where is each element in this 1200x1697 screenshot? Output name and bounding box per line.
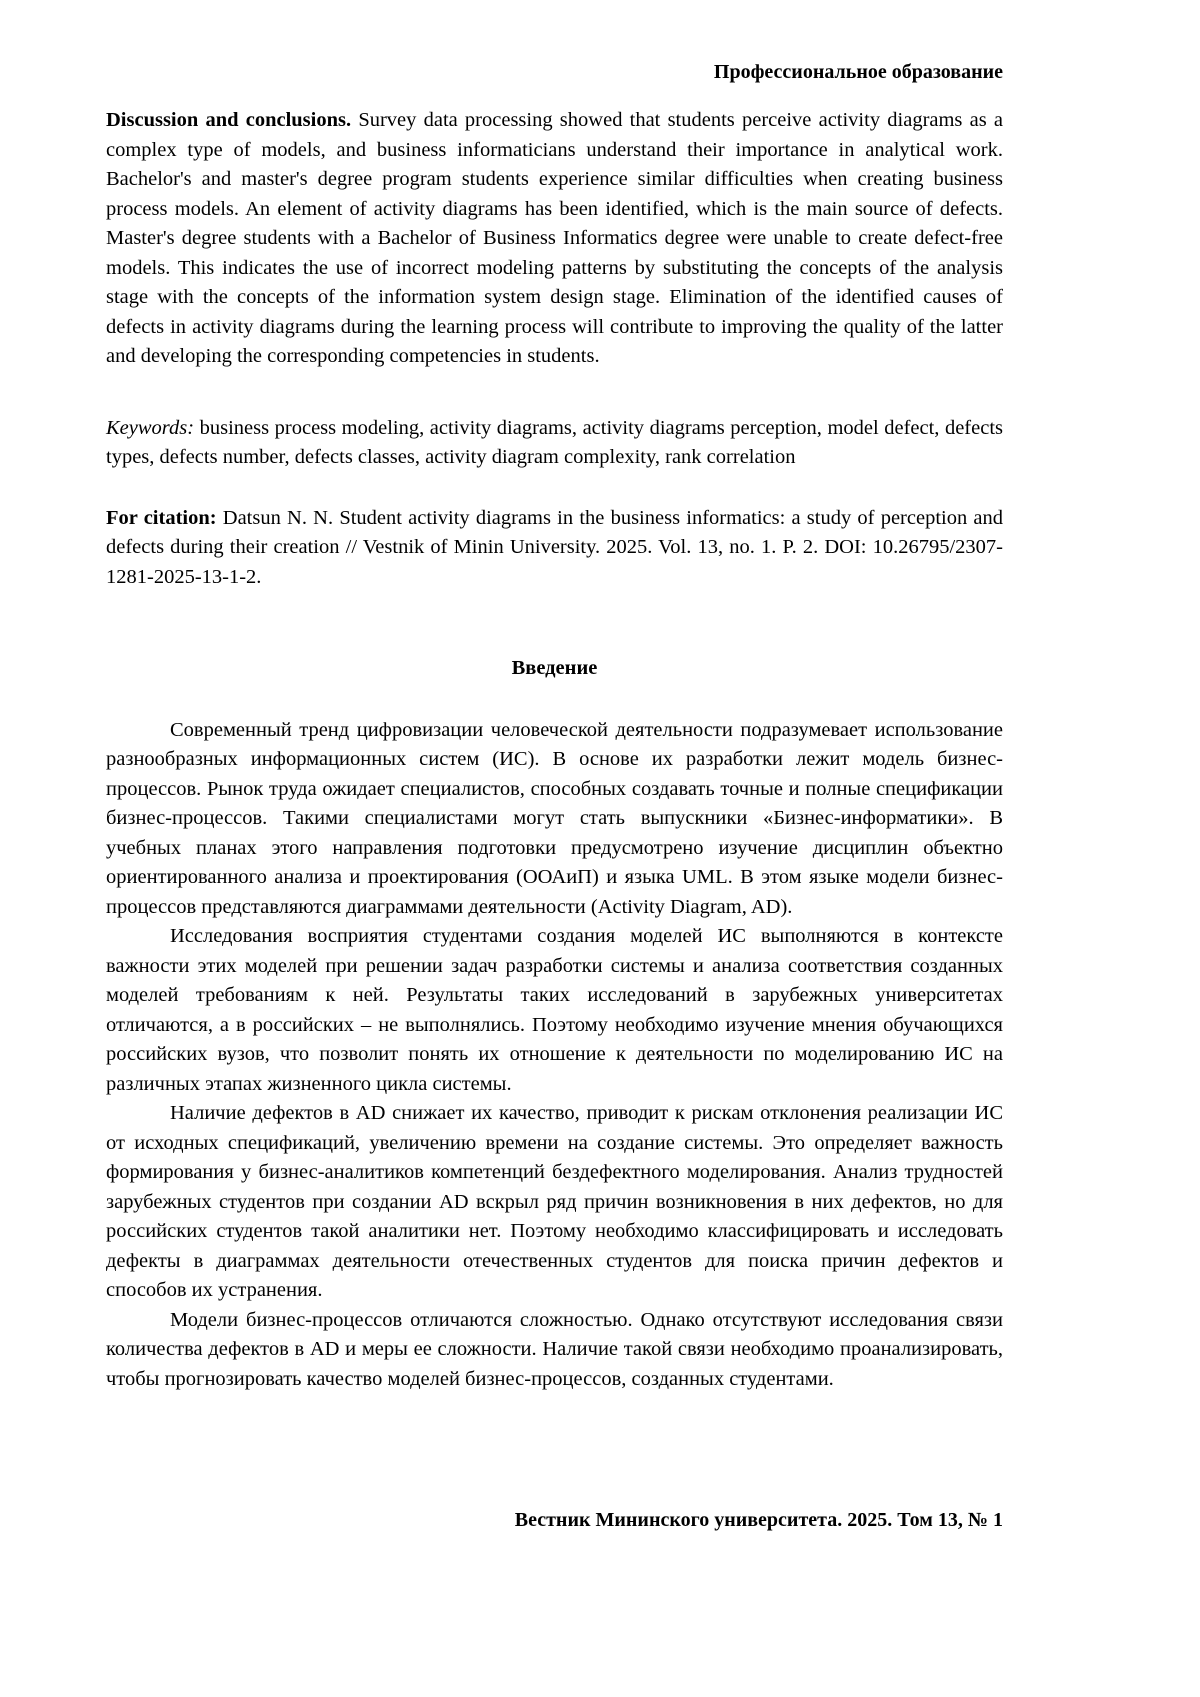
introduction-heading: Введение (511, 657, 598, 679)
introduction-paragraph: Исследования восприятия студентами создания моделей ИС выполняются в контексте важности этих моделей при решении задач разработки системы и анализа соответствия созданных моделей требованиям к ней. Результаты таких исследований в зарубежных университетах отличаются, а в российских – не выполнялись. Поэтому необходимо изучение мнения обучающихся российских вузов, что позволит понять их отношение к деятельности по моделированию ИС на различных этапах жизненного цикла системы. (106, 925, 1003, 1095)
journal-section-label: Профессиональное образование (713, 61, 1003, 83)
discussion-paragraph (106, 106, 1003, 372)
keywords-paragraph (106, 414, 1003, 473)
page-footer (106, 1508, 1003, 1532)
introduction-paragraph: Наличие дефектов в AD снижает их качество, приводит к рискам отклонения реализации ИС от исходных спецификаций, увеличению времени на создание системы. Это определяет важность формирования у бизнес-аналитиков компетенций бездефектного моделирования. Анализ трудностей зарубежных студентов при создании AD вскрыл ряд причин возникновения в них дефектов, но для российских студентов такой аналитики нет. Поэтому необходимо классифицировать и исследовать дефекты в диаграммах деятельности отечественных студентов для поиска причин дефектов и способов их устранения. (106, 1102, 1003, 1301)
keywords-text: business process modeling, activity diagrams, activity diagrams perception, model defect, defects types, defects number, defects classes, activity diagram complexity, rank correlation (106, 416, 1004, 468)
discussion-lead: Discussion and conclusions. (106, 109, 352, 131)
citation-paragraph (106, 504, 1003, 593)
introduction-paragraph: Современный тренд цифровизации человеческой деятельности подразумевает использование разнообразных информационных систем (ИС). В основе их разработки лежит модель бизнес-процессов. Рынок труда ожидает специалистов, способных создавать точные и полные спецификации бизнес-процессов. Такими специалистами могут стать выпускники «Бизнес-информатики». В учебных планах этого направления подготовки предусмотрено изучение дисциплин объектно ориентированного анализа и проектирования (ООАиП) и языка UML. В этом языке модели бизнес-процессов представляются диаграммами деятельности (Activity Diagram, AD). (106, 718, 1003, 918)
introduction-paragraph: Модели бизнес-процессов отличаются сложностью. Однако отсутствуют исследования связи количества дефектов в AD и меры ее сложности. Наличие такой связи необходимо проанализировать, чтобы прогнозировать качество моделей бизнес-процессов, созданных студентами. (106, 1308, 1003, 1390)
keywords-lead: Keywords: (106, 416, 195, 439)
journal-footer-label: Вестник Мининского университета. 2025. Том 13, № 1 (514, 1509, 1003, 1531)
citation-lead: For citation: (106, 506, 217, 529)
discussion-text: Survey data processing showed that students perceive activity diagrams as a complex type of models, and business informaticians understand their importance in analytical work. Bachelor's and master's degree program students experience similar difficulties when creating business process models. An element of activity diagrams has been identified, which is the main source of defects. Master's degree students with a Bachelor of Business Informatics degree were unable to create defect-free models. This indicates the use of incorrect modeling patterns by substituting the concepts of the analysis stage with the concepts of the information system design stage. Elimination of the identified causes of defects in activity diagrams during the learning process will contribute to improving the quality of the latter and developing the corresponding competencies in students. (106, 109, 1003, 367)
page-header (106, 60, 1003, 84)
citation-text: Datsun N. N. Student activity diagrams in the business informatics: a study of perception and defects during their creation // Vestnik of Minin University. 2025. Vol. 13, no. 1. P. 2. DOI: 10.26795/2307-1281-2025-13-1-2. (106, 506, 1004, 588)
